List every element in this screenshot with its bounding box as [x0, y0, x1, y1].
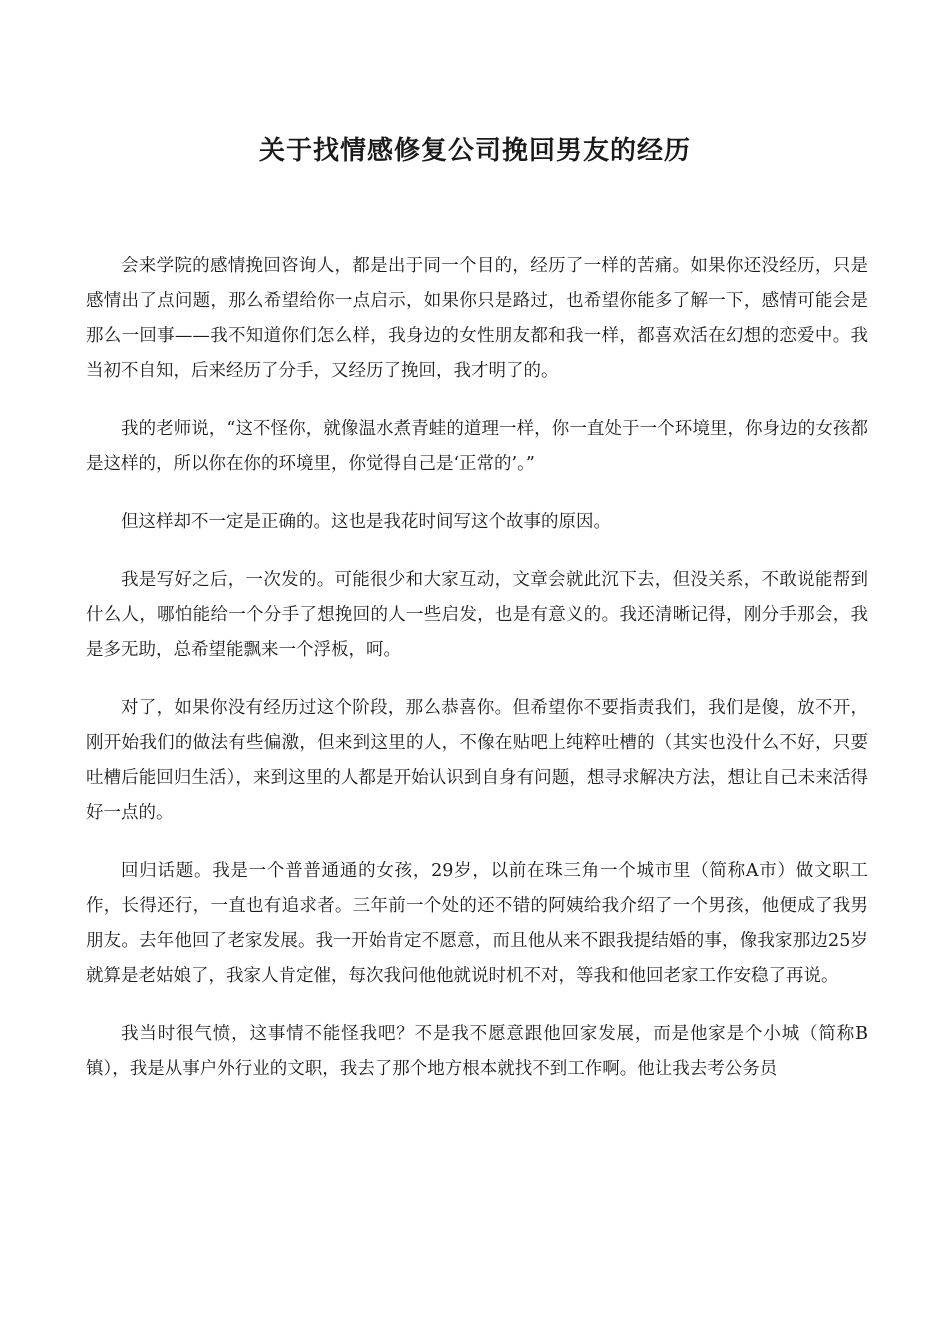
paragraph: 我当时很气愤，这事情不能怪我吧？不是我不愿意跟他回家发展，而是他家是个小城（简称B镇），我是从事户外行业的文职，我去了那个地方根本就找不到工作啊。他让我去考公务员: [86, 1024, 868, 1079]
paragraph: 我的老师说，“这不怪你，就像温水煮青蛙的道理一样，你一直处于一个环境里，你身边的女孩都是这样的，所以你在你的环境里，你觉得自己是‘正常的’。”: [86, 419, 868, 474]
paragraph: 但这样却不一定是正确的。这也是我花时间写这个故事的原因。: [121, 512, 611, 532]
paragraph: 对了，如果你没有经历过这个阶段，那么恭喜你。但希望你不要指责我们，我们是傻，放不开，刚开始我们的做法有些偏激，但来到这里的人，不像在贴吧上纯粹吐槽的（其实也没什么不好，只要吐槽后能回归生活），来到这里的人都是开始认识到自身有问题，想寻求解决方法，想让自己未来活得好一点的。: [86, 698, 868, 823]
document-title: 关于找情感修复公司挽回男友的经历: [258, 136, 691, 166]
paragraph: 我是写好之后，一次发的。可能很少和大家互动，文章会就此沉下去，但没关系，不敢说能帮到什么人，哪怕能给一个分手了想挽回的人一些启发，也是有意义的。我还清晰记得，刚分手那会，我是多无助，总希望能飘来一个浮板，呵。: [86, 570, 868, 660]
document-body: [86, 249, 868, 1110]
paragraph: 会来学院的感情挽回咨询人，都是出于同一个目的，经历了一样的苦痛。如果你还没经历，只是感情出了点问题，那么希望给你一点启示，如果你只是路过，也希望你能多了解一下，感情可能会是那么一回事——我不知道你们怎么样，我身边的女性朋友都和我一样，都喜欢活在幻想的恋爱中。我当初不自知，后来经历了分手，又经历了挽回，我才明了的。: [86, 256, 868, 381]
paragraph: 回归话题。我是一个普普通通的女孩，29岁，以前在珠三角一个城市里（简称A市）做文职工作，长得还行，一直也有追求者。三年前一个处的还不错的阿姨给我介绍了一个男孩，他便成了我男朋友。去年他回了老家发展。我一开始肯定不愿意，而且他从来不跟我提结婚的事，像我家那边25岁就算是老姑娘了，我家人肯定催，每次我问他他就说时机不对，等我和他回老家工作安稳了再说。: [86, 861, 868, 986]
